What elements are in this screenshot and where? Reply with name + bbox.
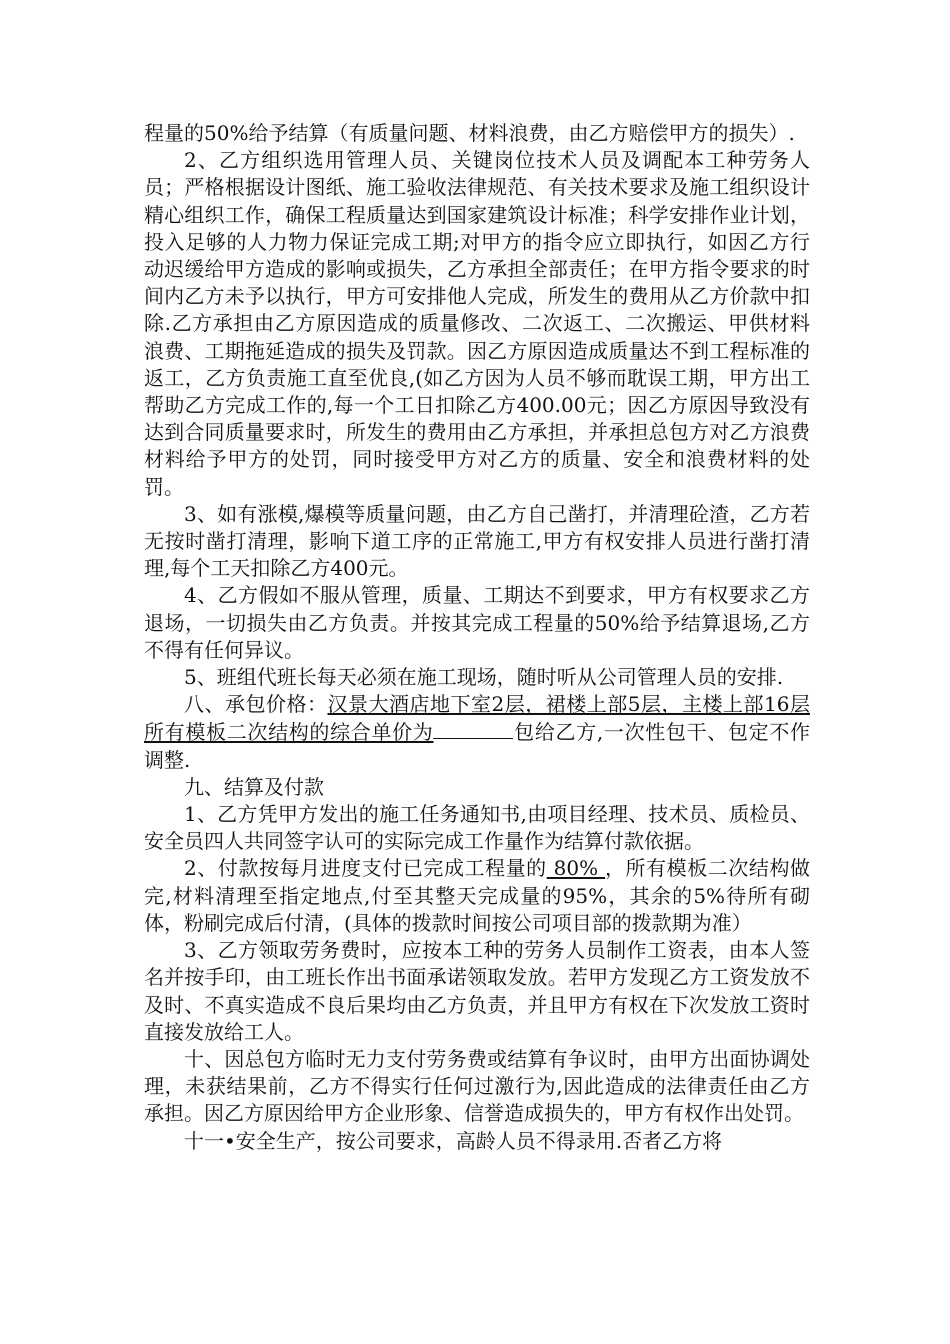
section-8-contract-price (144, 691, 810, 774)
paragraph-item-3: 3、如有涨模,爆模等质量问题，由乙方自己凿打，并清理砼渣，乙方若无按时凿打清理，影响下道工序的正常施工,甲方有权安排人员进行凿打清理,每个工天扣除乙方400元。 (144, 501, 810, 581)
paragraph-item-5: 5、班组代班长每天必须在施工现场，随时听从公司管理人员的安排. (184, 665, 784, 690)
section-8-heading: 八、承包价格： (184, 692, 328, 717)
section-8-tail: 包给乙方,一次性包干、包定不作调整. (144, 720, 811, 772)
section-11: 十一•安全生产，按公司要求，高龄人员不得录用.否者乙方将 (184, 1128, 723, 1153)
section-10: 十、因总包方临时无力支付劳务费或结算有争议时，由甲方出面协调处理，未获结果前，乙方不得实行任何过激行为,因此造成的法律责任由乙方承担。因乙方原因给甲方企业形象、信誉造成损失的，甲方有权作出处罚。 (144, 1046, 810, 1126)
section-9-title: 九、结算及付款 (184, 774, 324, 799)
unit-price-blank (433, 718, 513, 739)
paragraph-item-2: 2、乙方组织选用管理人员、关键岗位技术人员及调配本工种劳务人员；严格根据设计图纸、施工验收法律规范、有关技术要求及施工组织设计精心组织工作，确保工程质量达到国家建筑设计标准；科学安排作业计划，投入足够的人力物力保证完成工期;对甲方的指令应立即执行，如因乙方行动迟缓给甲方造成的影响或损失，乙方承担全部责任；在甲方指令要求的时间内乙方未予以执行，甲方可安排他人完成，所发生的费用从乙方价款中扣除.乙方承担由乙方原因造成的质量修改、二次返工、二次搬运、甲供材料浪费、工期拖延造成的损失及罚款。因乙方原因造成质量达不到工程标准的返工，乙方负责施工直至优良,(如乙方因为人员不够而耽误工期，甲方出工帮助乙方完成工作的,每一个工日扣除乙方400.00元；因乙方原因导致没有达到合同质量要求时，所发生的费用由乙方承担，并承担总包方对乙方浪费材料给予甲方的处罚，同时接受甲方对乙方的质量、安全和浪费材料的处罚。 (144, 148, 810, 499)
section-8-price-scope: 汉景大酒店地下室2层，裙楼上部5层，主楼上部16层所有模板二次结构的综合单价为 (144, 692, 811, 745)
section-9-item-2-head: 2、付款按每月进度支付已完成工程量的 (184, 856, 547, 881)
paragraph-item-4: 4、乙方假如不服从管理，质量、工期达不到要求，甲方有权要求乙方退场，一切损失由乙方负责。并按其完成工程量的50%给予结算退场,乙方不得有任何异议。 (144, 583, 810, 662)
section-9-item-2 (144, 855, 810, 937)
section-9-item-2-tail: ，所有模板二次结构做完,材料清理至指定地点,付至其整天完成量的95%，其余的5%待所有砌体，粉刷完成后付清，(具体的拨款时间按公司项目部的拨款期为准） (144, 856, 810, 935)
payment-percent: 80% (546, 856, 605, 881)
section-9-item-1: 1、乙方凭甲方发出的施工任务通知书,由项目经理、技术员、质检员、安全员四人共同签字认可的实际完成工作量作为结算付款依据。 (144, 802, 810, 854)
contract-page (144, 120, 810, 1155)
paragraph-intro: 程量的50%给予结算（有质量问题、材料浪费，由乙方赔偿甲方的损失）. (144, 121, 795, 145)
section-9-item-3: 3、乙方领取劳务费时，应按本工种的劳务人员制作工资表，由本人签名并按手印，由工班长作出书面承诺领取发放。若甲方发现乙方工资发放不及时、不真实造成不良后果均由乙方负责，并且甲方有权在下次发放工资时直接发放给工人。 (144, 938, 810, 1044)
